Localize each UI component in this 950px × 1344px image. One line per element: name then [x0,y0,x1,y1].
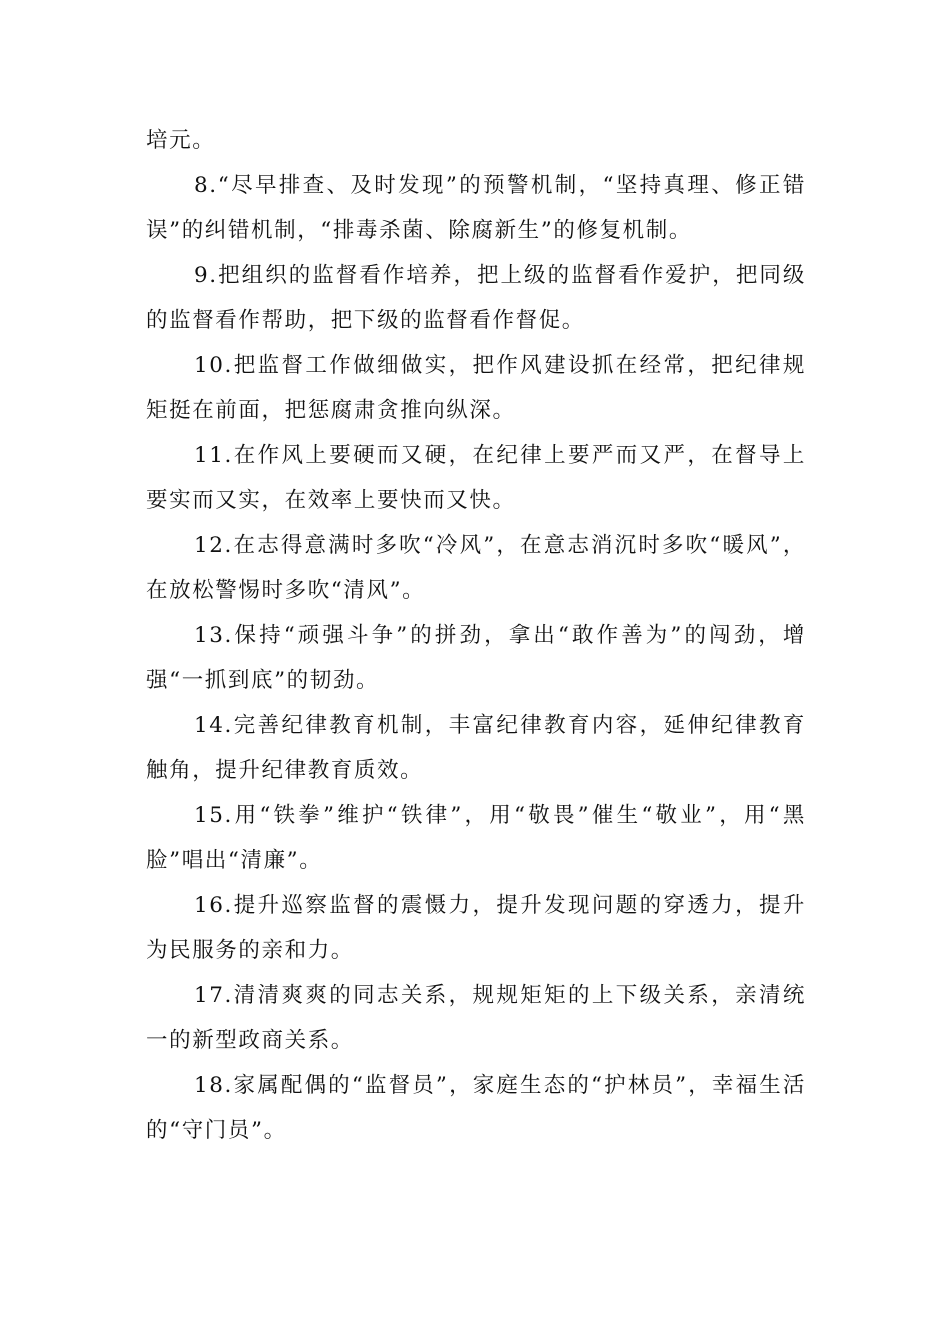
paragraph-item-13: 13.保持“顽强斗争”的拼劲，拿出“敢作善为”的闯劲，增强“一抓到底”的韧劲。 [146,623,806,693]
paragraph-item-12: 12.在志得意满时多吹“冷风”，在意志消沉时多吹“暖风”，在放松警惕时多吹“清风”。 [146,533,806,603]
paragraph-item-10: 10.把监督工作做细做实，把作风建设抓在经常，把纪律规矩挺在前面，把惩腐肃贪推向纵深。 [146,353,806,423]
paragraph-item-16: 16.提升巡察监督的震慑力，提升发现问题的穿透力，提升为民服务的亲和力。 [146,893,806,963]
paragraph-item-17: 17.清清爽爽的同志关系，规规矩矩的上下级关系，亲清统一的新型政商关系。 [146,983,806,1053]
paragraph-item-9: 9.把组织的监督看作培养，把上级的监督看作爱护，把同级的监督看作帮助，把下级的监督看作督促。 [146,263,806,333]
document-page [146,118,806,1153]
paragraph-item-15: 15.用“铁拳”维护“铁律”，用“敬畏”催生“敬业”，用“黑脸”唱出“清廉”。 [146,803,806,873]
paragraph-item-14: 14.完善纪律教育机制，丰富纪律教育内容，延伸纪律教育触角，提升纪律教育质效。 [146,713,806,783]
paragraph-item-18: 18.家属配偶的“监督员”，家庭生态的“护林员”，幸福生活的“守门员”。 [146,1073,806,1143]
paragraph-item-8: 8.“尽早排查、及时发现”的预警机制，“坚持真理、修正错误”的纠错机制，“排毒杀菌、除腐新生”的修复机制。 [146,173,806,243]
paragraph-continuation: 培元。 [146,128,216,153]
paragraph-item-11: 11.在作风上要硬而又硬，在纪律上要严而又严，在督导上要实而又实，在效率上要快而又快。 [146,443,806,513]
